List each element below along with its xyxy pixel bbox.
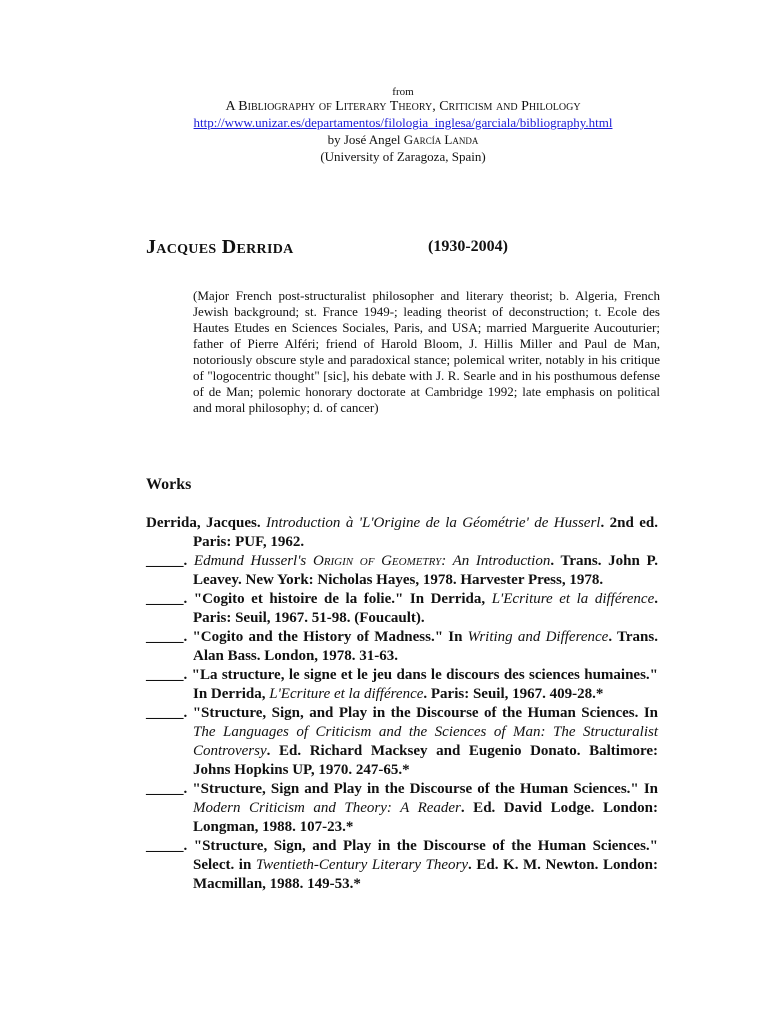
entry-title: Modern Criticism and Theory: A Reader <box>193 800 461 816</box>
bibliography-link[interactable]: http://www.unizar.es/departamentos/filologia_inglesa/garciala/bibliography.html <box>193 115 613 130</box>
list-item <box>146 514 658 552</box>
subject-name: Jacques Derrida <box>146 236 294 258</box>
entry-lead: _____. "Cogito et histoire de la folie." In Derrida, <box>146 591 492 607</box>
entry-rest: . Trans. John P. Leavey. New York: Nicholas Hayes, 1978. Harvester Press, 1978. <box>193 553 658 588</box>
entry-rest: . Paris: Seuil, 1967. 409-28.* <box>423 686 604 702</box>
list-item <box>146 666 658 704</box>
byline-prefix: by José Angel <box>327 132 404 147</box>
bibliography-title: A Bibliography of Literary Theory, Criticism and Philology <box>225 99 581 114</box>
entry-rest: . Trans. Alan Bass. London, 1978. 31-63. <box>193 629 658 664</box>
list-item <box>146 837 658 894</box>
entry-lead: _____. "Cogito and the History of Madness." In <box>146 629 468 645</box>
subject-description: (Major French post-structuralist philosopher and literary theorist; b. Algeria, French Jewish background; st. France 1949-; leading theorist of deconstruction; t. Ecole des Hautes Etudes en Sciences Sociales, Paris, and USA; married Marguerite Aucouturier; father of Pierre Alféri; friend of Harold Bloom, J. Hillis Miller and Paul de Man, notoriously obscure style and paradoxical stance; polemical writer, notably in his critique of "logocentric thought" [sic], his debate with J. R. Searle and in his posthumous defense of de Man; polemic honorary doctorate at Cambridge 1992; late emphasis on political and moral philosophy; d. of cancer) <box>193 288 660 415</box>
entry-rest: . Ed. David Lodge. London: Longman, 1988. 107-23.* <box>193 800 658 835</box>
entry-lead: _____. "Structure, Sign and Play in the Discourse of the Human Sciences." In <box>146 781 658 797</box>
subject-dates: (1930-2004) <box>428 238 508 255</box>
entry-lead: _____. <box>146 553 194 569</box>
entry-rest: . Paris: Seuil, 1967. 51-98. (Foucault). <box>193 591 658 626</box>
entry-lead: _____. "Structure, Sign, and Play in the Discourse of the Human Sciences. In <box>146 705 658 721</box>
header-affiliation: (University of Zaragoza, Spain) <box>320 149 486 164</box>
header-from: from <box>392 86 414 98</box>
list-item <box>146 704 658 780</box>
entry-title-part: Edmund Husserl's <box>193 553 313 569</box>
entry-title: Twentieth-Century Literary Theory <box>255 857 469 873</box>
works-heading: Works <box>146 476 192 493</box>
author-name: García Landa <box>403 132 479 147</box>
list-item <box>146 628 658 666</box>
entry-title: Introduction à 'L'Origine de la Géométrie' de Husserl <box>266 515 601 531</box>
list-item <box>146 780 658 837</box>
entry-title-part: : An Introduction <box>441 553 551 569</box>
entry-lead: _____. "La structure, le signe et le jeu dans le discours des sciences humaines." In Derrida, <box>146 667 658 702</box>
entry-lead: Derrida, Jacques. <box>146 515 266 531</box>
entry-title: L'Ecriture et la différence <box>491 591 655 607</box>
entry-title: L'Ecriture et la différence <box>269 686 424 702</box>
entry-title-part: Origin of Geometry <box>312 553 442 569</box>
entry-rest: . Ed. Richard Macksey and Eugenio Donato. Baltimore: Johns Hopkins UP, 1970. 247-65.* <box>193 743 658 778</box>
entry-rest: . Ed. K. M. Newton. London: Macmillan, 1988. 149-53.* <box>193 857 658 892</box>
list-item <box>146 552 658 590</box>
entry-title: The Languages of Criticism and the Sciences of Man: The Structuralist Controversy <box>193 724 658 759</box>
entry-lead: _____. "Structure, Sign, and Play in the Discourse of the Human Sciences." Select. in <box>146 838 658 873</box>
list-item <box>146 590 658 628</box>
entry-title: Writing and Difference <box>467 629 609 645</box>
entry-rest: . 2nd ed. Paris: PUF, 1962. <box>193 515 659 550</box>
header-byline <box>0 132 768 148</box>
entry-title <box>194 553 550 569</box>
works-list <box>146 514 658 894</box>
